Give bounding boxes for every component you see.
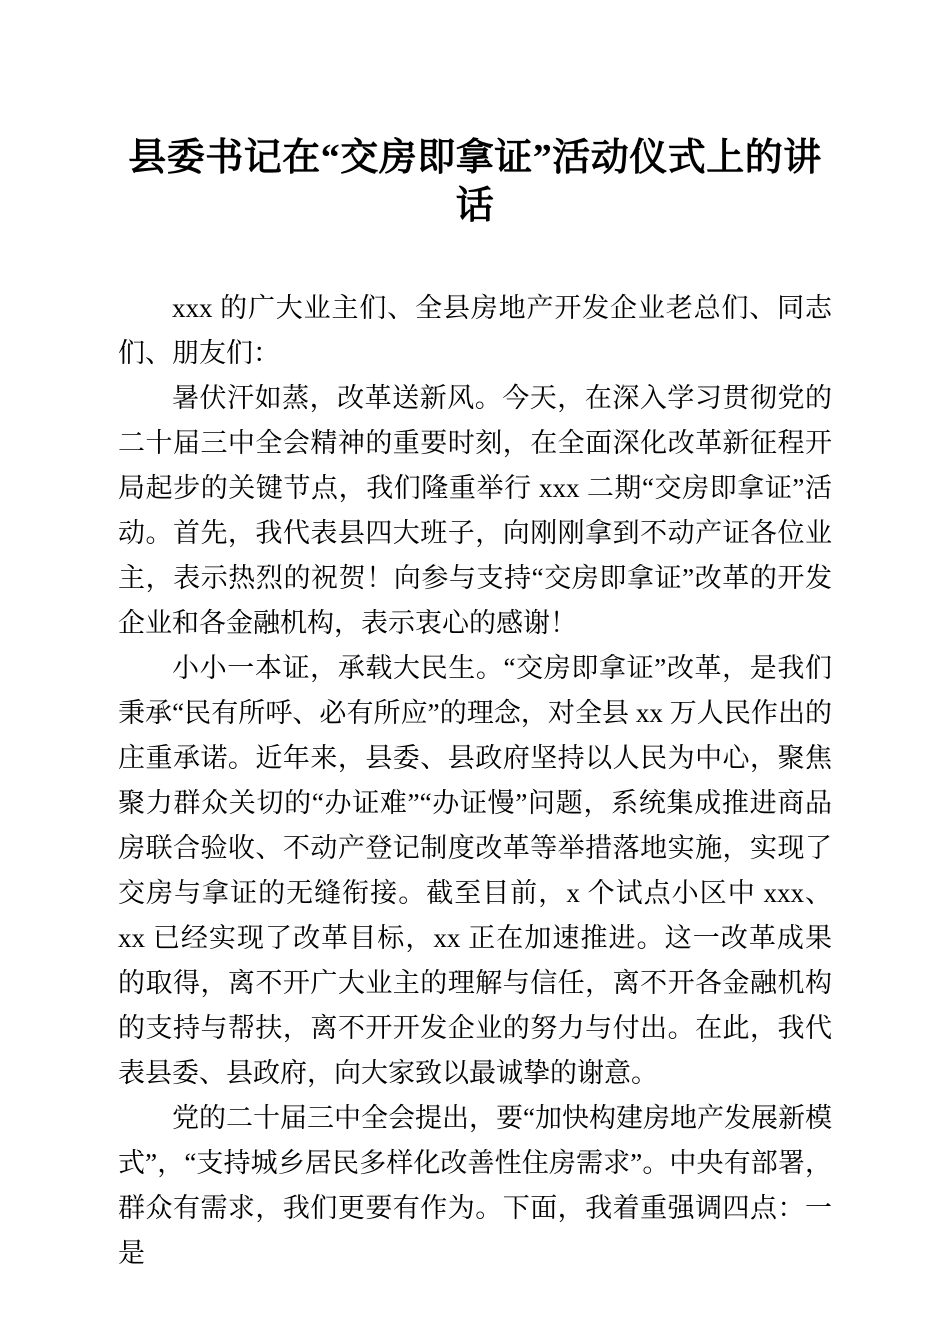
body-paragraph-3: 党的二十届三中全会提出，要“加快构建房地产发展新模式”，“支持城乡居民多样化改善性住房需求”。中央有部署，群众有需求，我们更要有作为。下面，我着重强调四点：一是 (118, 1103, 832, 1268)
salutation-paragraph: xxx 的广大业主们、全县房地产开发企业老总们、同志们、朋友们： (118, 293, 832, 368)
body-paragraph-2: 小小一本证，承载大民生。“交房即拿证”改革，是我们秉承“民有所呼、必有所应”的理念，对全县 xx 万人民作出的庄重承诺。近年来，县委、县政府坚持以人民为中心，聚焦聚力群众关切的“办证难”“办证慢”问题，系统集成推进商品房联合验收、不动产登记制度改革等举措落地实施，实现了交房与拿证的无缝衔接。截至目前，x 个试点小区中 xxx、xx 已经实现了改革目标，xx 正在加速推进。这一改革成果的取得，离不开广大业主的理解与信任，离不开各金融机构的支持与帮扶，离不开开发企业的努力与付出。在此，我代表县委、县政府，向大家致以最诚挚的谢意。 (118, 653, 832, 1088)
body-paragraph-1: 暑伏汗如蒸，改革送新风。今天，在深入学习贯彻党的二十届三中全会精神的重要时刻，在全面深化改革新征程开局起步的关键节点，我们隆重举行 xxx 二期“交房即拿证”活动。首先，我代表县四大班子，向刚刚拿到不动产证各位业主，表示热烈的祝贺！向参与支持“交房即拿证”改革的开发企业和各金融机构，表示衷心的感谢！ (118, 383, 832, 638)
document-title: 县委书记在“交房即拿证”活动仪式上的讲话 (128, 137, 822, 227)
